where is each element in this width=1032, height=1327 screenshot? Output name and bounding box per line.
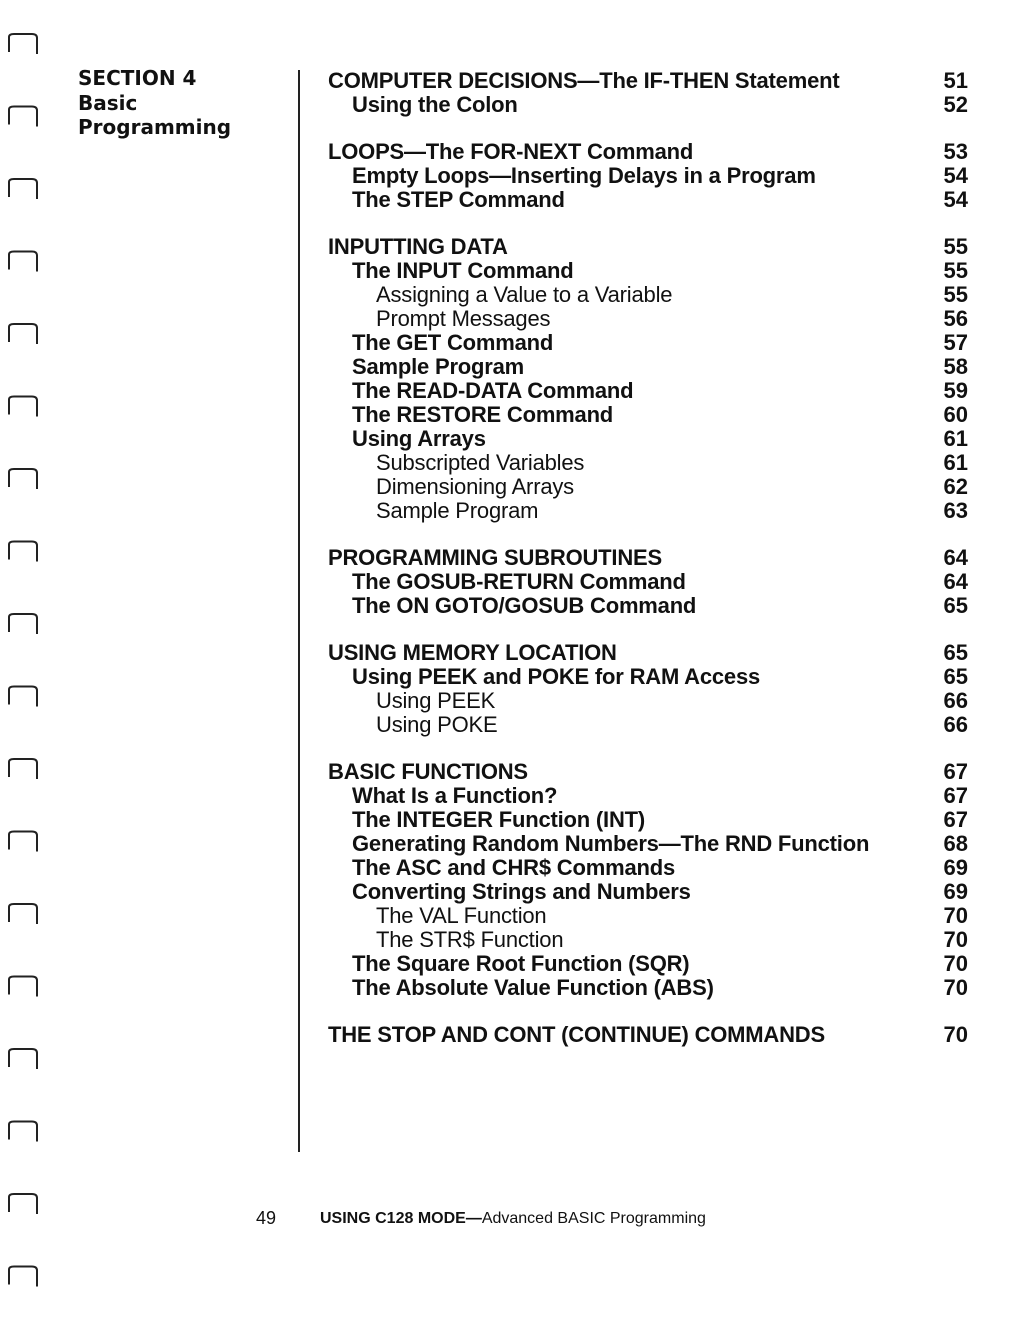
page-footer — [0, 1208, 1032, 1232]
toc-entry-title: The ON GOTO/GOSUB Command — [352, 593, 697, 618]
binder-hole-mark — [9, 1122, 37, 1142]
toc-entry-title: Generating Random Numbers—The RND Function — [352, 831, 870, 856]
toc-entry-page: 70 — [943, 975, 968, 1000]
toc-entry-page: 69 — [943, 879, 968, 904]
binder-hole-mark — [9, 397, 37, 417]
toc-entry-page: 57 — [943, 330, 968, 355]
toc-entry — [328, 403, 968, 427]
toc-entry — [328, 856, 968, 880]
toc-entry-title: COMPUTER DECISIONS—The IF-THEN Statement — [328, 68, 840, 93]
section-title-line-1: Basic — [78, 90, 138, 115]
toc-entry — [328, 427, 968, 451]
toc-entry-page: 70 — [943, 903, 968, 928]
binder-hole-mark — [9, 107, 37, 127]
toc-entry — [328, 594, 968, 618]
toc-entry — [328, 784, 968, 808]
toc-subentry — [328, 283, 968, 307]
binder-hole-mark — [9, 904, 37, 924]
toc-entry-title: Using POKE — [376, 712, 498, 737]
binder-hole-mark — [9, 1267, 37, 1287]
toc-entry — [328, 976, 968, 1000]
toc-entry — [328, 93, 968, 117]
running-footer-rest: Advanced BASIC Programming — [481, 1210, 706, 1227]
toc-entry — [328, 259, 968, 283]
toc-entry — [328, 331, 968, 355]
toc-entry — [328, 164, 968, 188]
toc-entry-page: 70 — [943, 927, 968, 952]
toc-entry-page: 70 — [943, 1022, 968, 1047]
toc-entry-title: LOOPS—The FOR-NEXT Command — [328, 139, 694, 164]
toc-entry-page: 65 — [943, 640, 968, 665]
section-title-line-2: Programming — [78, 115, 232, 139]
toc-heading — [328, 235, 968, 259]
toc-entry-page: 56 — [943, 306, 968, 331]
binder-hole-mark — [9, 687, 37, 707]
binder-hole-mark — [9, 324, 37, 344]
toc-entry-page: 69 — [943, 855, 968, 880]
binder-hole-mark — [9, 977, 37, 997]
toc-entry — [328, 570, 968, 594]
toc-entry-title: The Square Root Function (SQR) — [352, 951, 690, 976]
toc-subentry — [328, 499, 968, 523]
toc-entry-title: BASIC FUNCTIONS — [328, 759, 528, 784]
toc-group — [328, 641, 968, 737]
toc-entry-title: Converting Strings and Numbers — [352, 879, 691, 904]
toc-entry-title: Dimensioning Arrays — [376, 474, 574, 499]
toc-heading — [328, 641, 968, 665]
toc-subentry — [328, 451, 968, 475]
toc-entry-page: 66 — [943, 712, 968, 737]
binder-hole-mark — [9, 1049, 37, 1069]
binder-hole-mark — [9, 542, 37, 562]
toc-heading — [328, 1023, 968, 1047]
toc-entry-title: INPUTTING DATA — [328, 234, 508, 259]
section-label: SECTION 4 — [78, 66, 197, 90]
binder-hole-mark — [9, 252, 37, 272]
toc-subentry — [328, 307, 968, 331]
toc-entry-title: Using PEEK and POKE for RAM Access — [352, 664, 761, 689]
toc-entry-title: The STR$ Function — [376, 927, 564, 952]
toc-group — [328, 140, 968, 212]
toc-entry-page: 65 — [943, 593, 968, 618]
toc-entry-page: 54 — [943, 163, 968, 188]
toc-entry-title: The GOSUB-RETURN Command — [352, 569, 686, 594]
vertical-divider — [298, 70, 300, 1152]
toc-entry-page: 67 — [943, 759, 968, 784]
toc-entry-title: The GET Command — [352, 330, 554, 355]
toc-heading — [328, 546, 968, 570]
toc-entry — [328, 808, 968, 832]
toc-subentry — [328, 689, 968, 713]
toc-entry-title: The STEP Command — [352, 187, 565, 212]
toc-subentry — [328, 928, 968, 952]
toc-entry — [328, 379, 968, 403]
table-of-contents — [328, 69, 968, 1070]
toc-entry-title: USING MEMORY LOCATION — [328, 640, 617, 665]
toc-entry-title: Using the Colon — [352, 92, 518, 117]
toc-entry-title: The VAL Function — [376, 903, 547, 928]
toc-heading — [328, 69, 968, 93]
toc-group — [328, 760, 968, 1000]
running-footer — [320, 1210, 706, 1228]
binder-hole-mark — [9, 469, 37, 489]
toc-entry — [328, 188, 968, 212]
toc-entry-title: What Is a Function? — [352, 783, 558, 808]
page-number: 49 — [256, 1208, 277, 1228]
toc-entry-page: 51 — [943, 68, 968, 93]
section-heading — [78, 66, 278, 140]
toc-entry-page: 60 — [943, 402, 968, 427]
toc-entry — [328, 355, 968, 379]
toc-entry-page: 70 — [943, 951, 968, 976]
toc-entry-title: Prompt Messages — [376, 306, 551, 331]
toc-entry-title: Sample Program — [352, 354, 525, 379]
toc-entry-page: 61 — [943, 426, 968, 451]
toc-entry-page: 66 — [943, 688, 968, 713]
toc-heading — [328, 760, 968, 784]
toc-entry-page: 55 — [943, 258, 968, 283]
binder-hole-mark — [9, 614, 37, 634]
toc-entry-page: 59 — [943, 378, 968, 403]
binder-holes — [6, 28, 42, 1318]
toc-entry-title: The INTEGER Function (INT) — [352, 807, 645, 832]
toc-entry-page: 55 — [943, 282, 968, 307]
toc-entry-title: The INPUT Command — [352, 258, 574, 283]
toc-entry-page: 65 — [943, 664, 968, 689]
toc-entry-title: Assigning a Value to a Variable — [376, 282, 673, 307]
toc-subentry — [328, 713, 968, 737]
toc-entry-page: 61 — [943, 450, 968, 475]
toc-heading — [328, 140, 968, 164]
toc-entry — [328, 832, 968, 856]
toc-entry-page: 64 — [943, 569, 968, 594]
toc-entry-title: PROGRAMMING SUBROUTINES — [328, 545, 662, 570]
toc-entry-title: Subscripted Variables — [376, 450, 585, 475]
toc-entry-page: 63 — [943, 498, 968, 523]
toc-entry-page: 62 — [943, 474, 968, 499]
toc-subentry — [328, 904, 968, 928]
toc-subentry — [328, 475, 968, 499]
running-footer-bold: USING C128 MODE— — [320, 1210, 482, 1227]
toc-entry-page: 55 — [943, 234, 968, 259]
binder-hole-mark — [9, 34, 37, 54]
toc-entry-title: Sample Program — [376, 498, 539, 523]
toc-entry-page: 64 — [943, 545, 968, 570]
toc-entry — [328, 665, 968, 689]
toc-entry-title: Using PEEK — [376, 688, 496, 713]
toc-group — [328, 1023, 968, 1047]
toc-entry-page: 54 — [943, 187, 968, 212]
toc-group — [328, 69, 968, 117]
toc-entry-page: 67 — [943, 807, 968, 832]
toc-entry-page: 68 — [943, 831, 968, 856]
toc-entry-title: The READ-DATA Command — [352, 378, 634, 403]
toc-entry-title: THE STOP AND CONT (CONTINUE) COMMANDS — [328, 1022, 825, 1047]
toc-entry-page: 67 — [943, 783, 968, 808]
toc-entry-title: Using Arrays — [352, 426, 486, 451]
toc-entry — [328, 880, 968, 904]
toc-entry-page: 53 — [943, 139, 968, 164]
toc-entry-title: The Absolute Value Function (ABS) — [352, 975, 714, 1000]
binder-hole-mark — [9, 832, 37, 852]
toc-entry-title: Empty Loops—Inserting Delays in a Program — [352, 163, 816, 188]
toc-group — [328, 546, 968, 618]
toc-entry-title: The RESTORE Command — [352, 402, 614, 427]
toc-entry-page: 58 — [943, 354, 968, 379]
toc-entry — [328, 952, 968, 976]
toc-entry-page: 52 — [943, 92, 968, 117]
binder-hole-mark — [9, 179, 37, 199]
binder-hole-mark — [9, 759, 37, 779]
toc-group — [328, 235, 968, 523]
toc-entry-title: The ASC and CHR$ Commands — [352, 855, 676, 880]
